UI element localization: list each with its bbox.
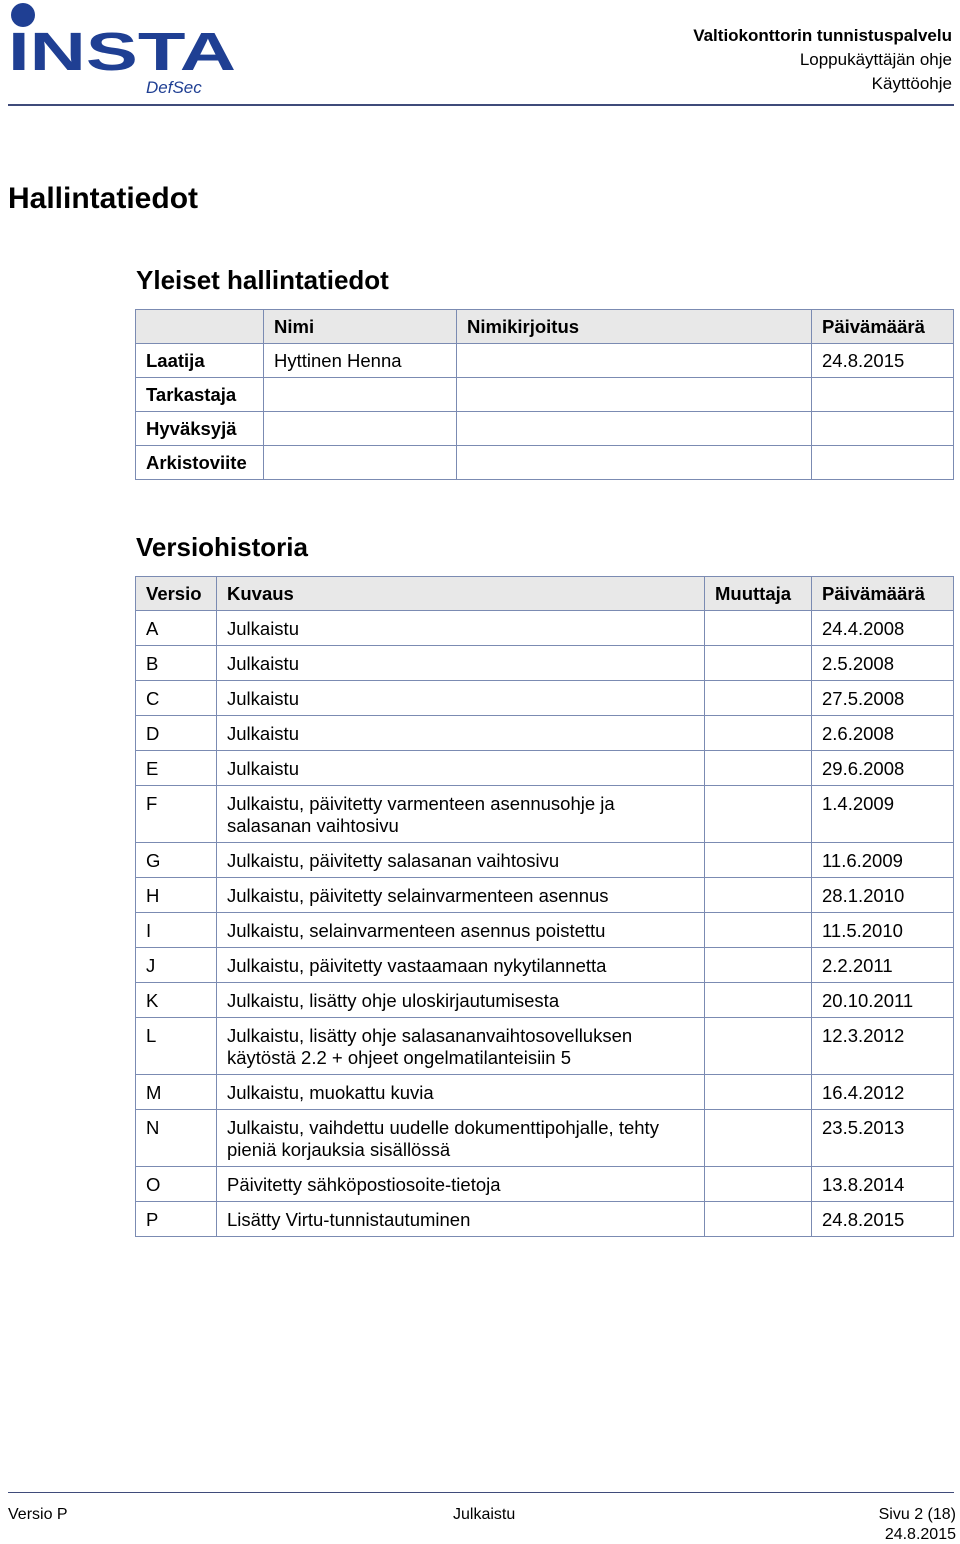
admin-signature	[457, 412, 812, 446]
table-row	[136, 786, 954, 843]
table-row	[136, 751, 954, 786]
version-id: C	[136, 681, 217, 716]
version-date: 2.6.2008	[812, 716, 954, 751]
version-description: Julkaistu, vaihdettu uudelle dokumenttipohjalle, tehty pieniä korjauksia sisällössä	[217, 1110, 705, 1167]
version-description: Julkaistu, lisätty ohje salasananvaihtosovelluksen käytöstä 2.2 + ohjeet ongelmatilanteisiin 5	[217, 1018, 705, 1075]
version-id: M	[136, 1075, 217, 1110]
table-row	[136, 611, 954, 646]
footer-page: Sivu 2 (18)	[878, 1506, 956, 1523]
table-row	[136, 344, 954, 378]
version-date: 20.10.2011	[812, 983, 954, 1018]
version-modifier	[705, 751, 812, 786]
admin-name: Hyttinen Henna	[264, 344, 457, 378]
admin-header-row	[136, 310, 954, 344]
admin-signature	[457, 378, 812, 412]
version-id: P	[136, 1202, 217, 1237]
table-row	[136, 716, 954, 751]
version-modifier	[705, 1202, 812, 1237]
table-row	[136, 378, 954, 412]
svg-text:DefSec: DefSec	[146, 78, 202, 97]
version-id: F	[136, 786, 217, 843]
version-modifier	[705, 716, 812, 751]
version-date: 27.5.2008	[812, 681, 954, 716]
version-modifier	[705, 843, 812, 878]
version-modifier	[705, 611, 812, 646]
version-description: Lisätty Virtu-tunnistautuminen	[217, 1202, 705, 1237]
footer-divider	[8, 1492, 954, 1493]
version-description: Päivitetty sähköpostiosoite-tietoja	[217, 1167, 705, 1202]
version-description: Julkaistu, päivitetty varmenteen asennusohje ja salasanan vaihtosivu	[217, 786, 705, 843]
version-description: Julkaistu, päivitetty selainvarmenteen asennus	[217, 878, 705, 913]
version-date: 2.2.2011	[812, 948, 954, 983]
table-row	[136, 646, 954, 681]
admin-role: Arkistoviite	[136, 446, 264, 480]
version-description: Julkaistu, päivitetty salasanan vaihtosivu	[217, 843, 705, 878]
version-id: H	[136, 878, 217, 913]
version-modifier	[705, 913, 812, 948]
admin-name	[264, 412, 457, 446]
admin-name	[264, 378, 457, 412]
header-info	[693, 24, 952, 96]
svg-text:INSTA: INSTA	[8, 22, 236, 82]
version-date: 12.3.2012	[812, 1018, 954, 1075]
version-modifier	[705, 786, 812, 843]
version-id: K	[136, 983, 217, 1018]
version-id: B	[136, 646, 217, 681]
version-date: 23.5.2013	[812, 1110, 954, 1167]
version-header-row	[136, 577, 954, 611]
table-row	[136, 913, 954, 948]
version-description: Julkaistu, lisätty ohje uloskirjautumisesta	[217, 983, 705, 1018]
admin-signature	[457, 446, 812, 480]
version-col-version: Versio	[136, 577, 217, 611]
version-id: A	[136, 611, 217, 646]
version-id: N	[136, 1110, 217, 1167]
footer-date: 24.8.2015	[884, 1526, 956, 1543]
admin-heading: Yleiset hallintatiedot	[136, 265, 389, 295]
version-description: Julkaistu, muokattu kuvia	[217, 1075, 705, 1110]
admin-date	[812, 378, 954, 412]
table-row	[136, 983, 954, 1018]
version-description: Julkaistu	[217, 611, 705, 646]
version-date: 2.5.2008	[812, 646, 954, 681]
document-type: Käyttöohje	[871, 74, 952, 93]
version-description: Julkaistu	[217, 751, 705, 786]
admin-col-name: Nimi	[264, 310, 457, 344]
footer-status: Julkaistu	[453, 1506, 516, 1523]
document-title: Loppukäyttäjän ohje	[799, 50, 952, 69]
version-description: Julkaistu, selainvarmenteen asennus poistettu	[217, 913, 705, 948]
version-col-modifier: Muuttaja	[705, 577, 812, 611]
table-row	[136, 878, 954, 913]
admin-table	[135, 309, 954, 480]
admin-signature	[457, 344, 812, 378]
page-title: Hallintatiedot	[8, 182, 199, 215]
version-table	[135, 576, 954, 1237]
admin-col-signature: Nimikirjoitus	[457, 310, 812, 344]
version-modifier	[705, 878, 812, 913]
version-description: Julkaistu	[217, 716, 705, 751]
version-modifier	[705, 948, 812, 983]
table-row	[136, 1202, 954, 1237]
version-col-date: Päivämäärä	[812, 577, 954, 611]
admin-body	[136, 344, 954, 480]
admin-role: Tarkastaja	[136, 378, 264, 412]
version-date: 24.8.2015	[812, 1202, 954, 1237]
table-row	[136, 681, 954, 716]
admin-date	[812, 412, 954, 446]
version-modifier	[705, 1018, 812, 1075]
version-id: I	[136, 913, 217, 948]
version-date: 13.8.2014	[812, 1167, 954, 1202]
version-date: 1.4.2009	[812, 786, 954, 843]
version-heading: Versiohistoria	[136, 532, 308, 562]
table-row	[136, 1018, 954, 1075]
table-row	[136, 1075, 954, 1110]
version-id: L	[136, 1018, 217, 1075]
version-id: D	[136, 716, 217, 751]
table-row	[136, 948, 954, 983]
version-date: 11.5.2010	[812, 913, 954, 948]
admin-col-date: Päivämäärä	[812, 310, 954, 344]
version-date: 11.6.2009	[812, 843, 954, 878]
version-modifier	[705, 646, 812, 681]
version-description: Julkaistu	[217, 681, 705, 716]
table-row	[136, 412, 954, 446]
admin-col-blank	[136, 310, 264, 344]
admin-name	[264, 446, 457, 480]
version-date: 16.4.2012	[812, 1075, 954, 1110]
version-modifier	[705, 681, 812, 716]
admin-date	[812, 446, 954, 480]
version-id: O	[136, 1167, 217, 1202]
header-divider	[8, 104, 954, 106]
version-modifier	[705, 983, 812, 1018]
version-description: Julkaistu, päivitetty vastaamaan nykytilannetta	[217, 948, 705, 983]
table-row	[136, 1110, 954, 1167]
admin-date: 24.8.2015	[812, 344, 954, 378]
footer-version: Versio P	[8, 1506, 68, 1523]
version-modifier	[705, 1075, 812, 1110]
version-body	[136, 611, 954, 1237]
version-col-description: Kuvaus	[217, 577, 705, 611]
admin-role: Laatija	[136, 344, 264, 378]
version-id: E	[136, 751, 217, 786]
admin-role: Hyväksyjä	[136, 412, 264, 446]
version-modifier	[705, 1167, 812, 1202]
version-modifier	[705, 1110, 812, 1167]
table-row	[136, 843, 954, 878]
version-date: 24.4.2008	[812, 611, 954, 646]
insta-defsec-logo	[6, 0, 242, 100]
version-date: 28.1.2010	[812, 878, 954, 913]
table-row	[136, 446, 954, 480]
version-date: 29.6.2008	[812, 751, 954, 786]
version-id: J	[136, 948, 217, 983]
service-name: Valtiokonttorin tunnistuspalvelu	[693, 26, 952, 45]
version-description: Julkaistu	[217, 646, 705, 681]
version-id: G	[136, 843, 217, 878]
table-row	[136, 1167, 954, 1202]
